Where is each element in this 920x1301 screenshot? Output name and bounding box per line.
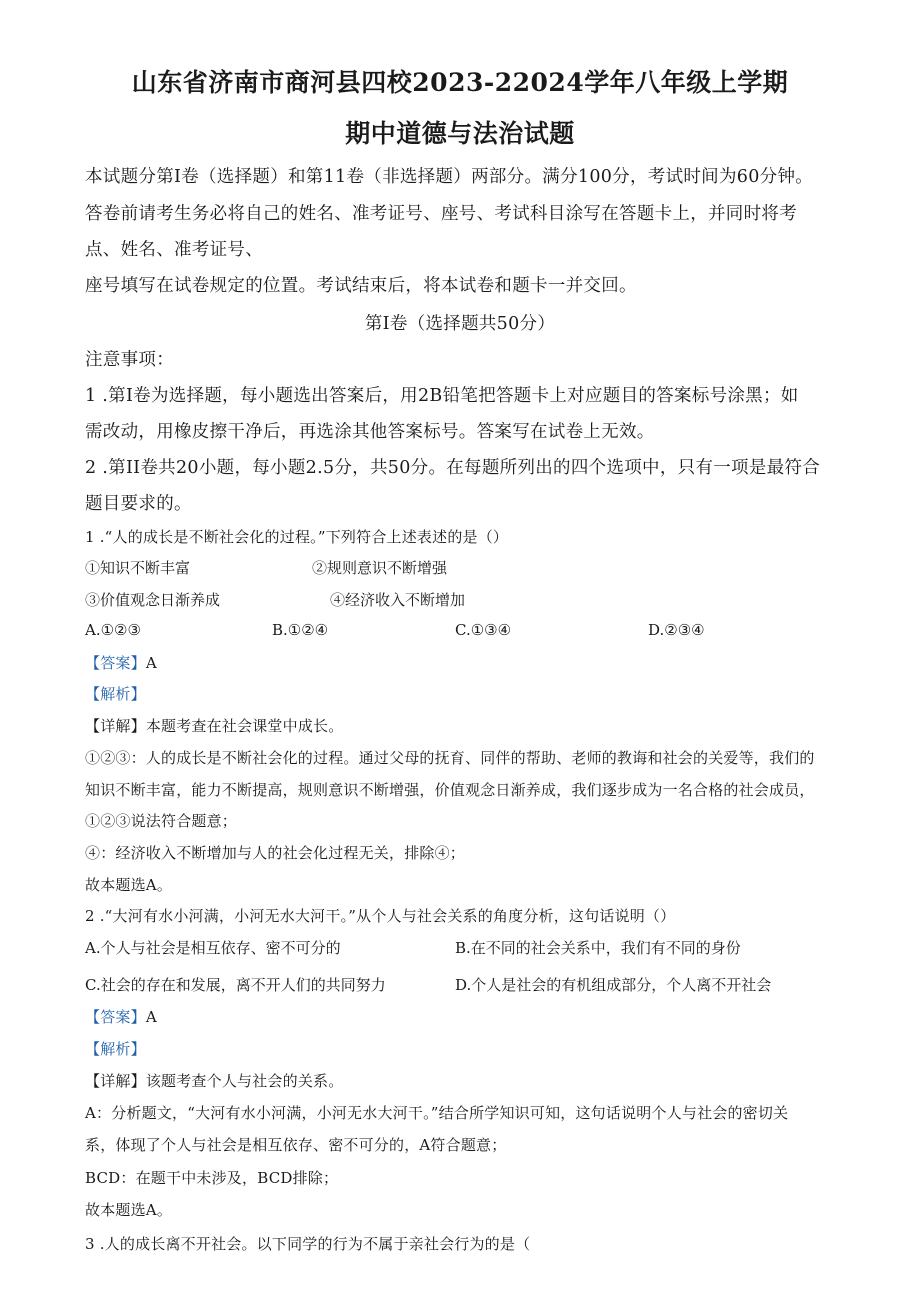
- detail-intro: 本题考查在社会课堂中成长。: [145, 717, 344, 735]
- q2-analysis-tag: 【解析】: [85, 1040, 146, 1058]
- q2-stem: 2 .“大河有水小河满，小河无水大河干。”从个人与社会关系的角度分析，这句话说明（）: [85, 907, 676, 925]
- page-title-line-1: 山东省济南市商河县四校2023-22024学年八年级上学期: [131, 68, 789, 97]
- page-title-line-2: 期中道德与法治试题: [345, 119, 575, 148]
- intro-line-2: 答卷前请考生务必将自己的姓名、准考证号、座号、考试科目涂写在答题卡上，并同时将考: [85, 204, 797, 224]
- notice-line-3: 2 .第II卷共20小题，每小题2.5分，共50分。在每题所列出的四个选项中，只有一项是最符合: [85, 458, 821, 478]
- q1-item-4: ④经济收入不断增加: [330, 591, 466, 609]
- q3-stem: 3 .人的成长离不开社会。以下同学的行为不属于亲社会行为的是（: [85, 1235, 531, 1253]
- q1-item-1: ①知识不断丰富: [85, 559, 191, 577]
- q2-explain-3: BCD：在题干中未涉及，BCD排除；: [85, 1169, 339, 1187]
- intro-line-4: 座号填写在试卷规定的位置。考试结束后，将本试卷和题卡一并交回。: [85, 276, 637, 296]
- intro-line-1: 本试题分第I卷（选择题）和第11卷（非选择题）两部分。满分100分，考试时间为60分钟。: [85, 167, 814, 187]
- notice-line-1: 1 .第I卷为选择题，每小题选出答案后，用2B铅笔把答题卡上对应题目的答案标号涂黑；如: [85, 386, 799, 406]
- q1-explain-5: 故本题选A。: [85, 876, 173, 894]
- q2-option-b: B.在不同的社会关系中，我们有不同的身份: [455, 939, 741, 957]
- answer-value: A: [145, 1008, 157, 1026]
- q1-option-a: A.①②③: [85, 621, 141, 639]
- notice-line-2: 需改动，用橡皮擦干净后，再选涂其他答案标号。答案写在试卷上无效。: [85, 422, 655, 442]
- q2-detail: [85, 1070, 343, 1091]
- notice-line-4: 题目要求的。: [85, 494, 192, 514]
- q1-answer: [85, 652, 157, 673]
- answer-tag: 【答案】: [85, 1008, 146, 1026]
- detail-tag: 【详解】: [85, 717, 146, 735]
- q2-option-d: D.个人是社会的有机组成部分，个人离不开社会: [455, 976, 772, 994]
- q1-item-2: ②规则意识不断增强: [312, 559, 448, 577]
- q2-answer: [85, 1006, 157, 1027]
- q1-option-c: C.①③④: [455, 621, 512, 639]
- q1-stem: 1 .“人的成长是不断社会化的过程。”下列符合上述表述的是（）: [85, 528, 509, 546]
- q1-option-b: B.①②④: [272, 621, 329, 639]
- detail-intro: 该题考查个人与社会的关系。: [145, 1072, 344, 1090]
- q1-detail: [85, 715, 343, 736]
- answer-value: A: [145, 654, 157, 672]
- q2-explain-2: 系，体现了个人与社会是相互依存、密不可分的，A符合题意；: [85, 1136, 507, 1154]
- q2-explain-4: 故本题选A。: [85, 1201, 173, 1219]
- q1-option-d: D.②③④: [648, 621, 705, 639]
- q2-option-a: A.个人与社会是相互依存、密不可分的: [85, 939, 341, 957]
- q2-explain-1: A：分析题文，“大河有水小河满，小河无水大河干。”结合所学知识可知，这句话说明个人与社会的密切关: [85, 1104, 789, 1122]
- notice-heading: 注意事项：: [85, 350, 174, 370]
- answer-tag: 【答案】: [85, 654, 146, 672]
- q2-option-c: C.社会的存在和发展，离不开人们的共同努力: [85, 976, 386, 994]
- q1-item-3: ③价值观念日渐养成: [85, 591, 221, 609]
- q1-explain-4: ④：经济收入不断增加与人的社会化过程无关，排除④；: [85, 844, 466, 862]
- q1-analysis-tag: 【解析】: [85, 685, 146, 703]
- detail-tag: 【详解】: [85, 1072, 146, 1090]
- q1-explain-1: ①②③：人的成长是不断社会化的过程。通过父母的抚育、同伴的帮助、老师的教诲和社会的关爱等，我们的: [85, 749, 815, 767]
- intro-line-3: 点、姓名、准考证号、: [85, 240, 263, 260]
- section-title: 第I卷（选择题共50分）: [364, 314, 556, 334]
- q1-explain-3: ①②③说法符合题意；: [85, 812, 238, 830]
- q1-explain-2: 知识不断丰富，能力不断提高，规则意识不断增强，价值观念日渐养成，我们逐步成为一名合格的社会成员，: [85, 781, 815, 799]
